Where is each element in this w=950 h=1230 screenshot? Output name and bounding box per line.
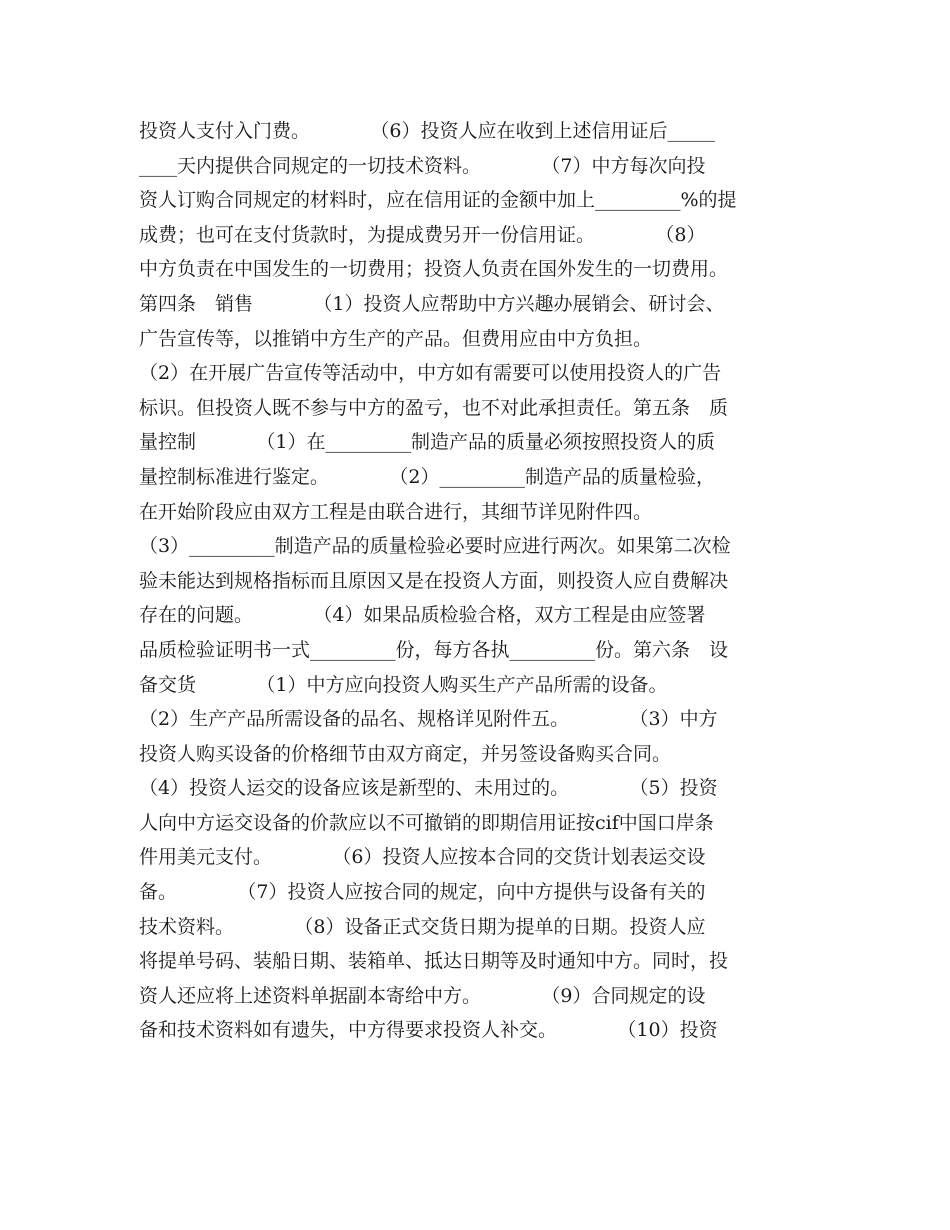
text-line: 存在的问题。 （4）如果品质检验合格，双方工程是由应签署 <box>139 604 706 627</box>
text-line: （2）生产产品所需设备的品名、规格详见附件五。 （3）中方 <box>139 708 718 731</box>
text-line: 资人还应将上述资料单据副本寄给中方。 （9）合同规定的设 <box>139 984 706 1007</box>
text-line: 投资人支付入门费。 （6）投资人应在收到上述信用证后_____ <box>139 120 715 142</box>
text-line: （3）_________制造产品的质量检验必要时应进行两次。如果第二次检 <box>139 535 731 558</box>
text-line: 品质检验证明书一式_________份，每方各执_________份。第六条 设 <box>139 638 729 661</box>
text-line: 验未能达到规格指标而且原因又是在投资人方面，则投资人应自费解决 <box>139 569 729 592</box>
text-line: 广告宣传等，以推销中方生产的产品。但费用应由中方负担。 <box>139 327 653 350</box>
text-line: 第四条 销售 （1）投资人应帮助中方兴趣办展销会、研讨会、 <box>139 292 725 315</box>
text-line: 技术资料。 （8）设备正式交货日期为提单的日期。投资人应 <box>139 915 706 938</box>
text-line: 件用美元支付。 （6）投资人应按本合同的交货计划表运交设 <box>139 846 706 869</box>
text-line: 人向中方运交设备的价款应以不可撤销的即期信用证按cif中国口岸条 <box>139 811 714 834</box>
text-line: 将提单号码、装船日期、装箱单、抵达日期等及时通知中方。同时，投 <box>139 950 729 973</box>
text-line: （2）在开展广告宣传等活动中，中方如有需要可以使用投资人的广告 <box>139 362 722 385</box>
text-line: ____天内提供合同规定的一切技术资料。 （7）中方每次向投 <box>139 154 706 177</box>
contract-body-text <box>139 114 829 1048</box>
text-line: 备交货 （1）中方应向投资人购买生产产品所需的设备。 <box>139 673 668 696</box>
text-line: 在开始阶段应由双方工程是由联合进行，其细节详见附件四。 <box>139 500 653 523</box>
text-line: 资人订购合同规定的材料时，应在信用证的金额中加上_________%的提 <box>139 189 737 212</box>
text-line: 量控制 （1）在_________制造产品的质量必须按照投资人的质 <box>139 431 715 454</box>
text-line: （4）投资人运交的设备应该是新型的、未用过的。 （5）投资 <box>139 777 718 800</box>
text-line: 量控制标准进行鉴定。 （2）_________制造产品的质量检验， <box>139 465 715 488</box>
text-line: 备和技术资料如有遗失，中方得要求投资人补交。 （10）投资 <box>139 1019 718 1042</box>
text-line: 备。 （7）投资人应按合同的规定，向中方提供与设备有关的 <box>139 881 706 904</box>
text-line: 成费；也可在支付货款时，为提成费另开一份信用证。 （8） <box>139 223 706 246</box>
text-line: 投资人购买设备的价格细节由双方商定，并另签设备购买合同。 <box>139 742 672 765</box>
text-line: 中方负责在中国发生的一切费用；投资人负责在国外发生的一切费用。 <box>139 258 729 281</box>
text-line: 标识。但投资人既不参与中方的盈亏，也不对此承担责任。第五条 质 <box>139 396 729 419</box>
